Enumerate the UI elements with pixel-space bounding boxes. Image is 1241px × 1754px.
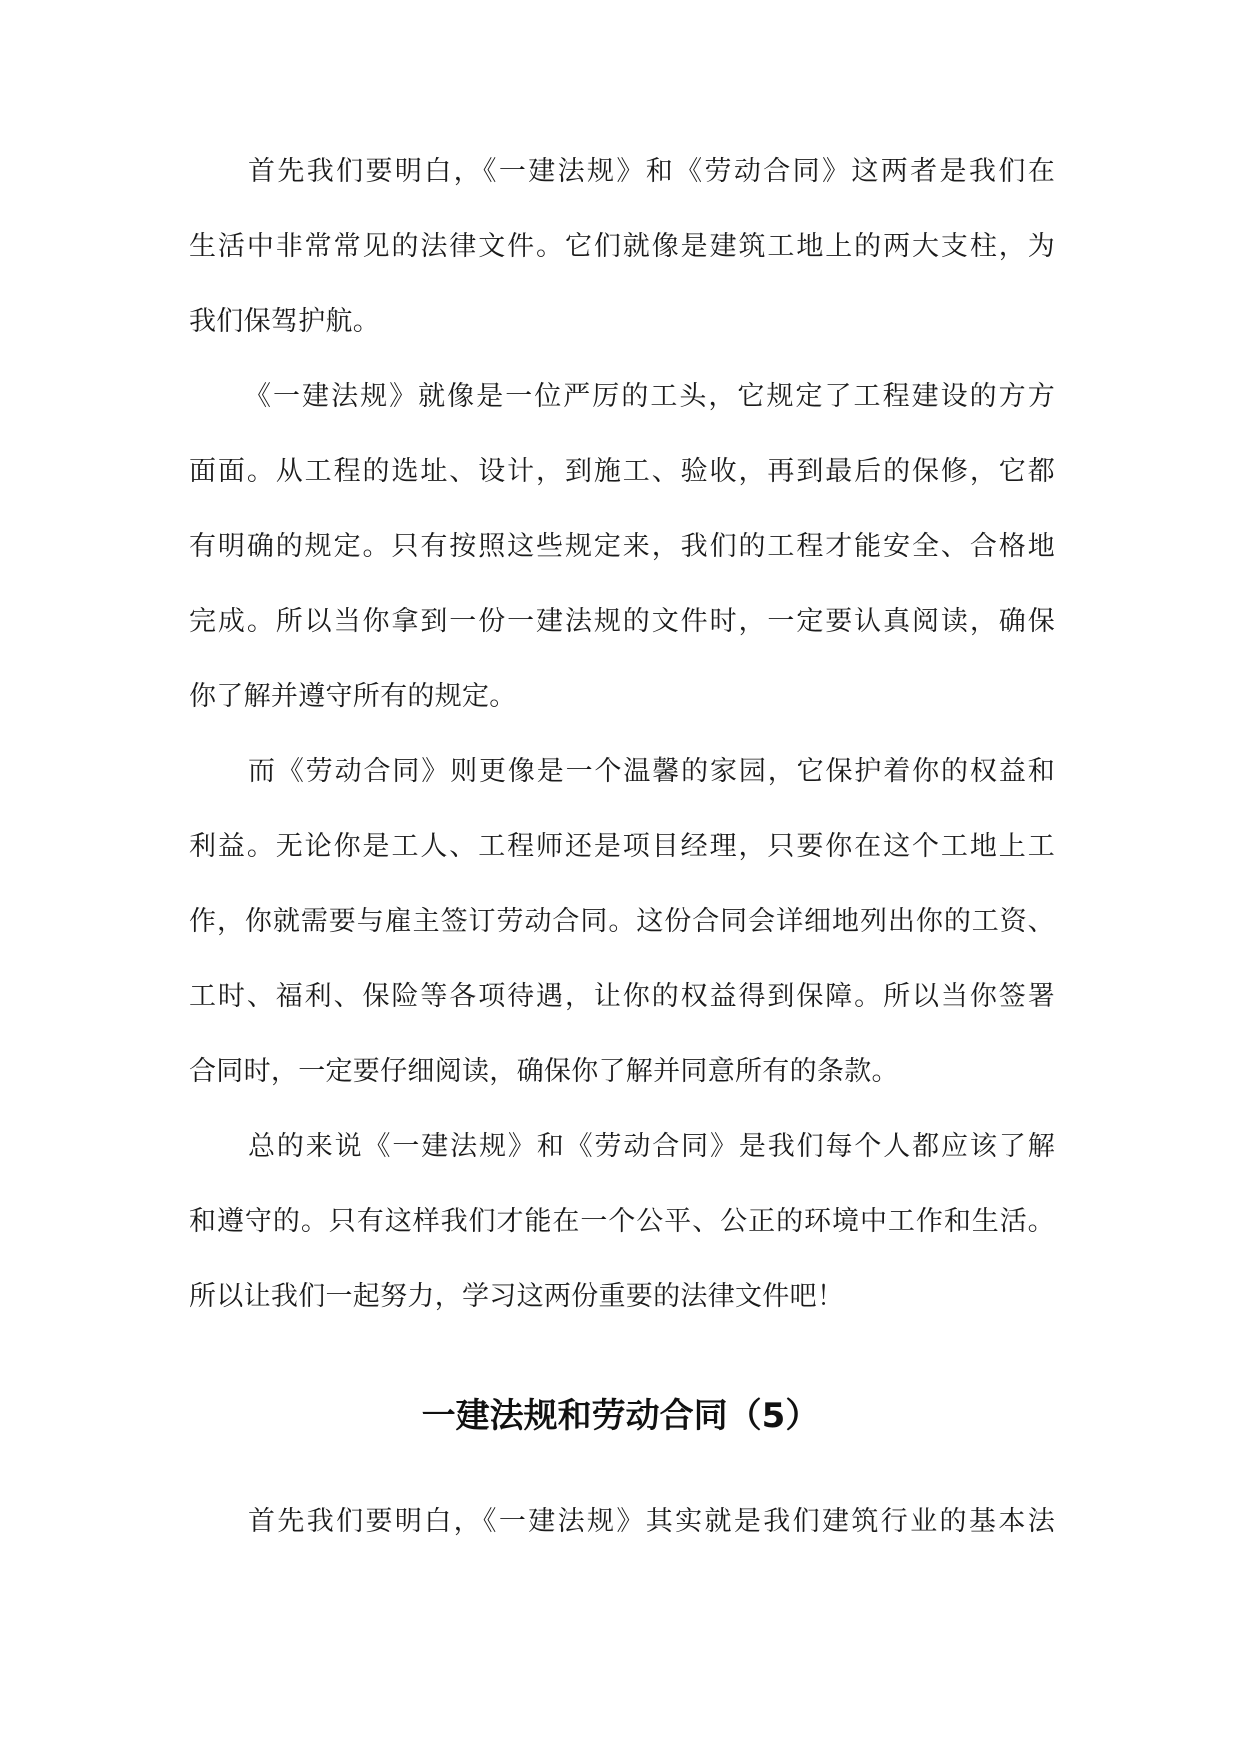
paragraph-2-line-3: 有明确的规定。只有按照这些规定来，我们的工程才能安全、合格地 <box>189 531 1055 562</box>
paragraph-3-line-3: 作，你就需要与雇主签订劳动合同。这份合同会详细地列出你的工资、 <box>189 906 1055 937</box>
paragraph-2-line-2: 面面。从工程的选址、设计，到施工、验收，再到最后的保修，它都 <box>189 456 1055 487</box>
paragraph-3-line-2: 利益。无论你是工人、工程师还是项目经理，只要你在这个工地上工 <box>189 831 1055 862</box>
paragraph-1-line-3: 我们保驾护航。 <box>189 306 381 337</box>
next-section-line-1: 首先我们要明白，《一建法规》其实就是我们建筑行业的基本法 <box>248 1506 1055 1537</box>
paragraph-2-line-4: 完成。所以当你拿到一份一建法规的文件时，一定要认真阅读，确保 <box>189 606 1055 637</box>
section-heading: 一建法规和劳动合同（5） <box>421 1396 820 1436</box>
paragraph-2-line-1: 《一建法规》就像是一位严厉的工头，它规定了工程建设的方方 <box>244 381 1055 412</box>
paragraph-4-line-2: 和遵守的。只有这样我们才能在一个公平、公正的环境中工作和生活。 <box>189 1206 1055 1237</box>
paragraph-3-line-4: 工时、福利、保险等各项待遇，让你的权益得到保障。所以当你签署 <box>189 981 1055 1012</box>
paragraph-4-line-3: 所以让我们一起努力，学习这两份重要的法律文件吧！ <box>189 1281 845 1312</box>
paragraph-4-line-1: 总的来说《一建法规》和《劳动合同》是我们每个人都应该了解 <box>248 1131 1055 1162</box>
paragraph-2-line-5: 你了解并遵守所有的规定。 <box>189 681 517 712</box>
paragraph-3-line-5: 合同时，一定要仔细阅读，确保你了解并同意所有的条款。 <box>189 1056 899 1087</box>
paragraph-3-line-1: 而《劳动合同》则更像是一个温馨的家园，它保护着你的权益和 <box>248 756 1055 787</box>
paragraph-1-line-2: 生活中非常常见的法律文件。它们就像是建筑工地上的两大支柱，为 <box>189 231 1055 262</box>
paragraph-1-line-1: 首先我们要明白，《一建法规》和《劳动合同》这两者是我们在 <box>248 156 1055 187</box>
